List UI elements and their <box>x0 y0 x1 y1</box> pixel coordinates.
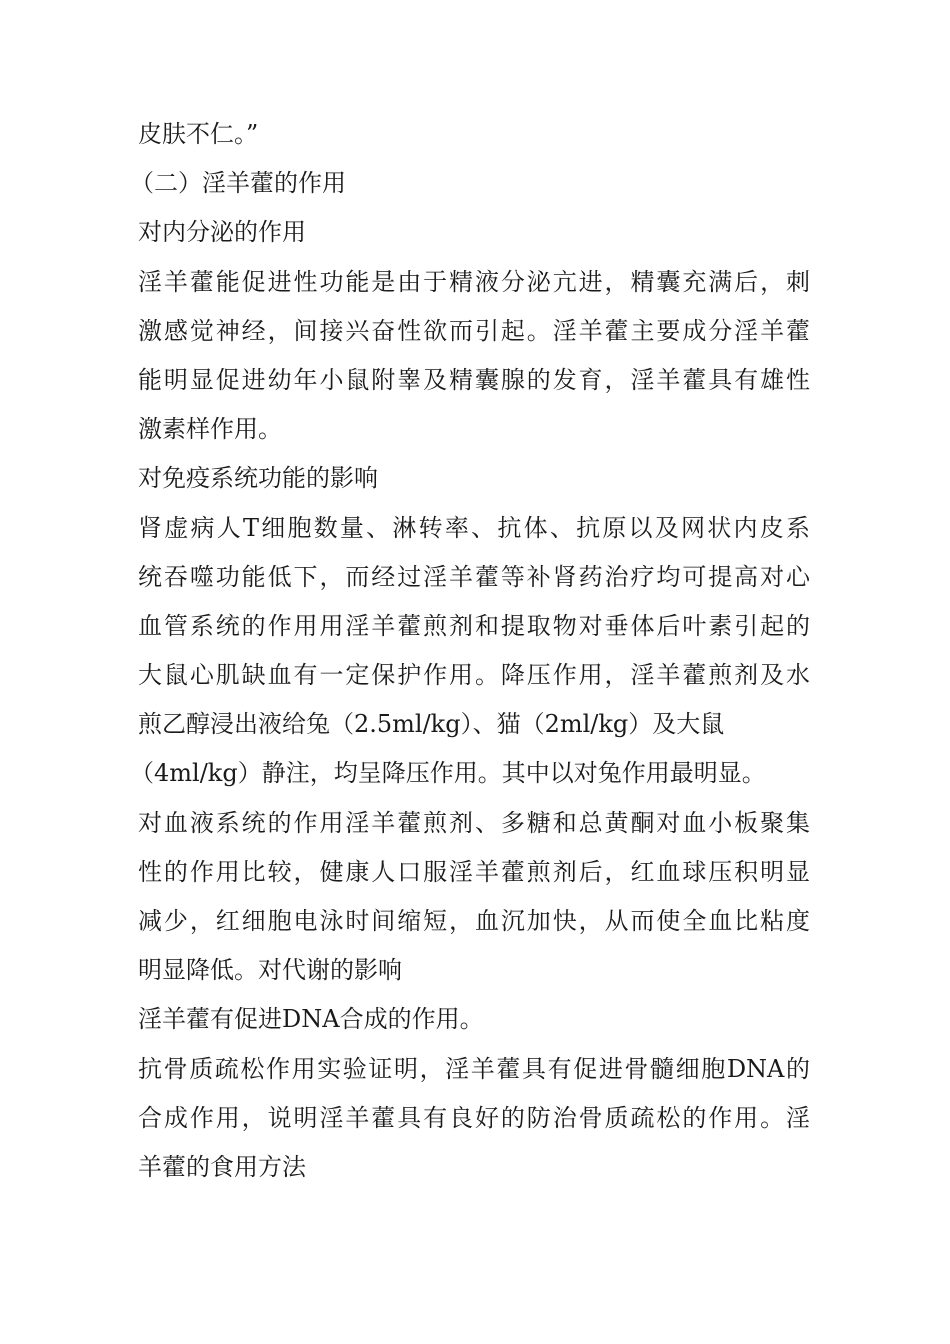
text-line: （4ml/kg）静注，均呈降压作用。其中以对兔作用最明显。 <box>130 759 766 788</box>
text-line: 统吞噬功能低下，而经过淫羊藿等补肾药治疗均可提高对心 <box>138 562 810 591</box>
text-line: 肾虚病人T细胞数量、淋转率、抗体、抗原以及网状内皮系 <box>138 513 810 542</box>
subheading: 对免疫系统功能的影响 <box>138 464 378 493</box>
text-line: 淫羊藿能促进性功能是由于精液分泌亢进，精囊充满后，刺 <box>138 267 810 296</box>
text-line: 血管系统的作用用淫羊藿煎剂和提取物对垂体后叶素引起的 <box>138 611 810 640</box>
section-heading: （二）淫羊藿的作用 <box>130 169 346 198</box>
text-line: 能明显促进幼年小鼠附睾及精囊腺的发育，淫羊藿具有雄性 <box>138 365 810 394</box>
subheading: 对内分泌的作用 <box>138 218 306 247</box>
document-body <box>130 110 810 1192</box>
text-line: 对血液系统的作用淫羊藿煎剂、多糖和总黄酮对血小板聚集 <box>138 808 810 837</box>
text-line: 羊藿的食用方法 <box>138 1152 306 1181</box>
text-line: 抗骨质疏松作用实验证明，淫羊藿具有促进骨髓细胞DNA的 <box>138 1054 810 1083</box>
text-line: 激素样作用。 <box>138 415 282 444</box>
text-line: 减少，红细胞电泳时间缩短，血沉加快，从而使全血比粘度 <box>138 907 810 935</box>
text-line: 大鼠心肌缺血有一定保护作用。降压作用，淫羊藿煎剂及水 <box>138 661 810 690</box>
text-line: 皮肤不仁。” <box>138 120 259 148</box>
text-line: 明显降低。对代谢的影响 <box>138 956 402 985</box>
text-line: 合成作用，说明淫羊藿具有良好的防治骨质疏松的作用。淫 <box>138 1103 810 1132</box>
text-line: 淫羊藿有促进DNA合成的作用。 <box>138 1005 484 1034</box>
text-line: 煎乙醇浸出液给兔（2.5ml/kg）、猫（2ml/kg）及大鼠 <box>138 710 725 739</box>
text-line: 性的作用比较，健康人口服淫羊藿煎剂后，红血球压积明显 <box>138 857 810 886</box>
text-line: 激感觉神经，间接兴奋性欲而引起。淫羊藿主要成分淫羊藿 <box>138 316 810 345</box>
